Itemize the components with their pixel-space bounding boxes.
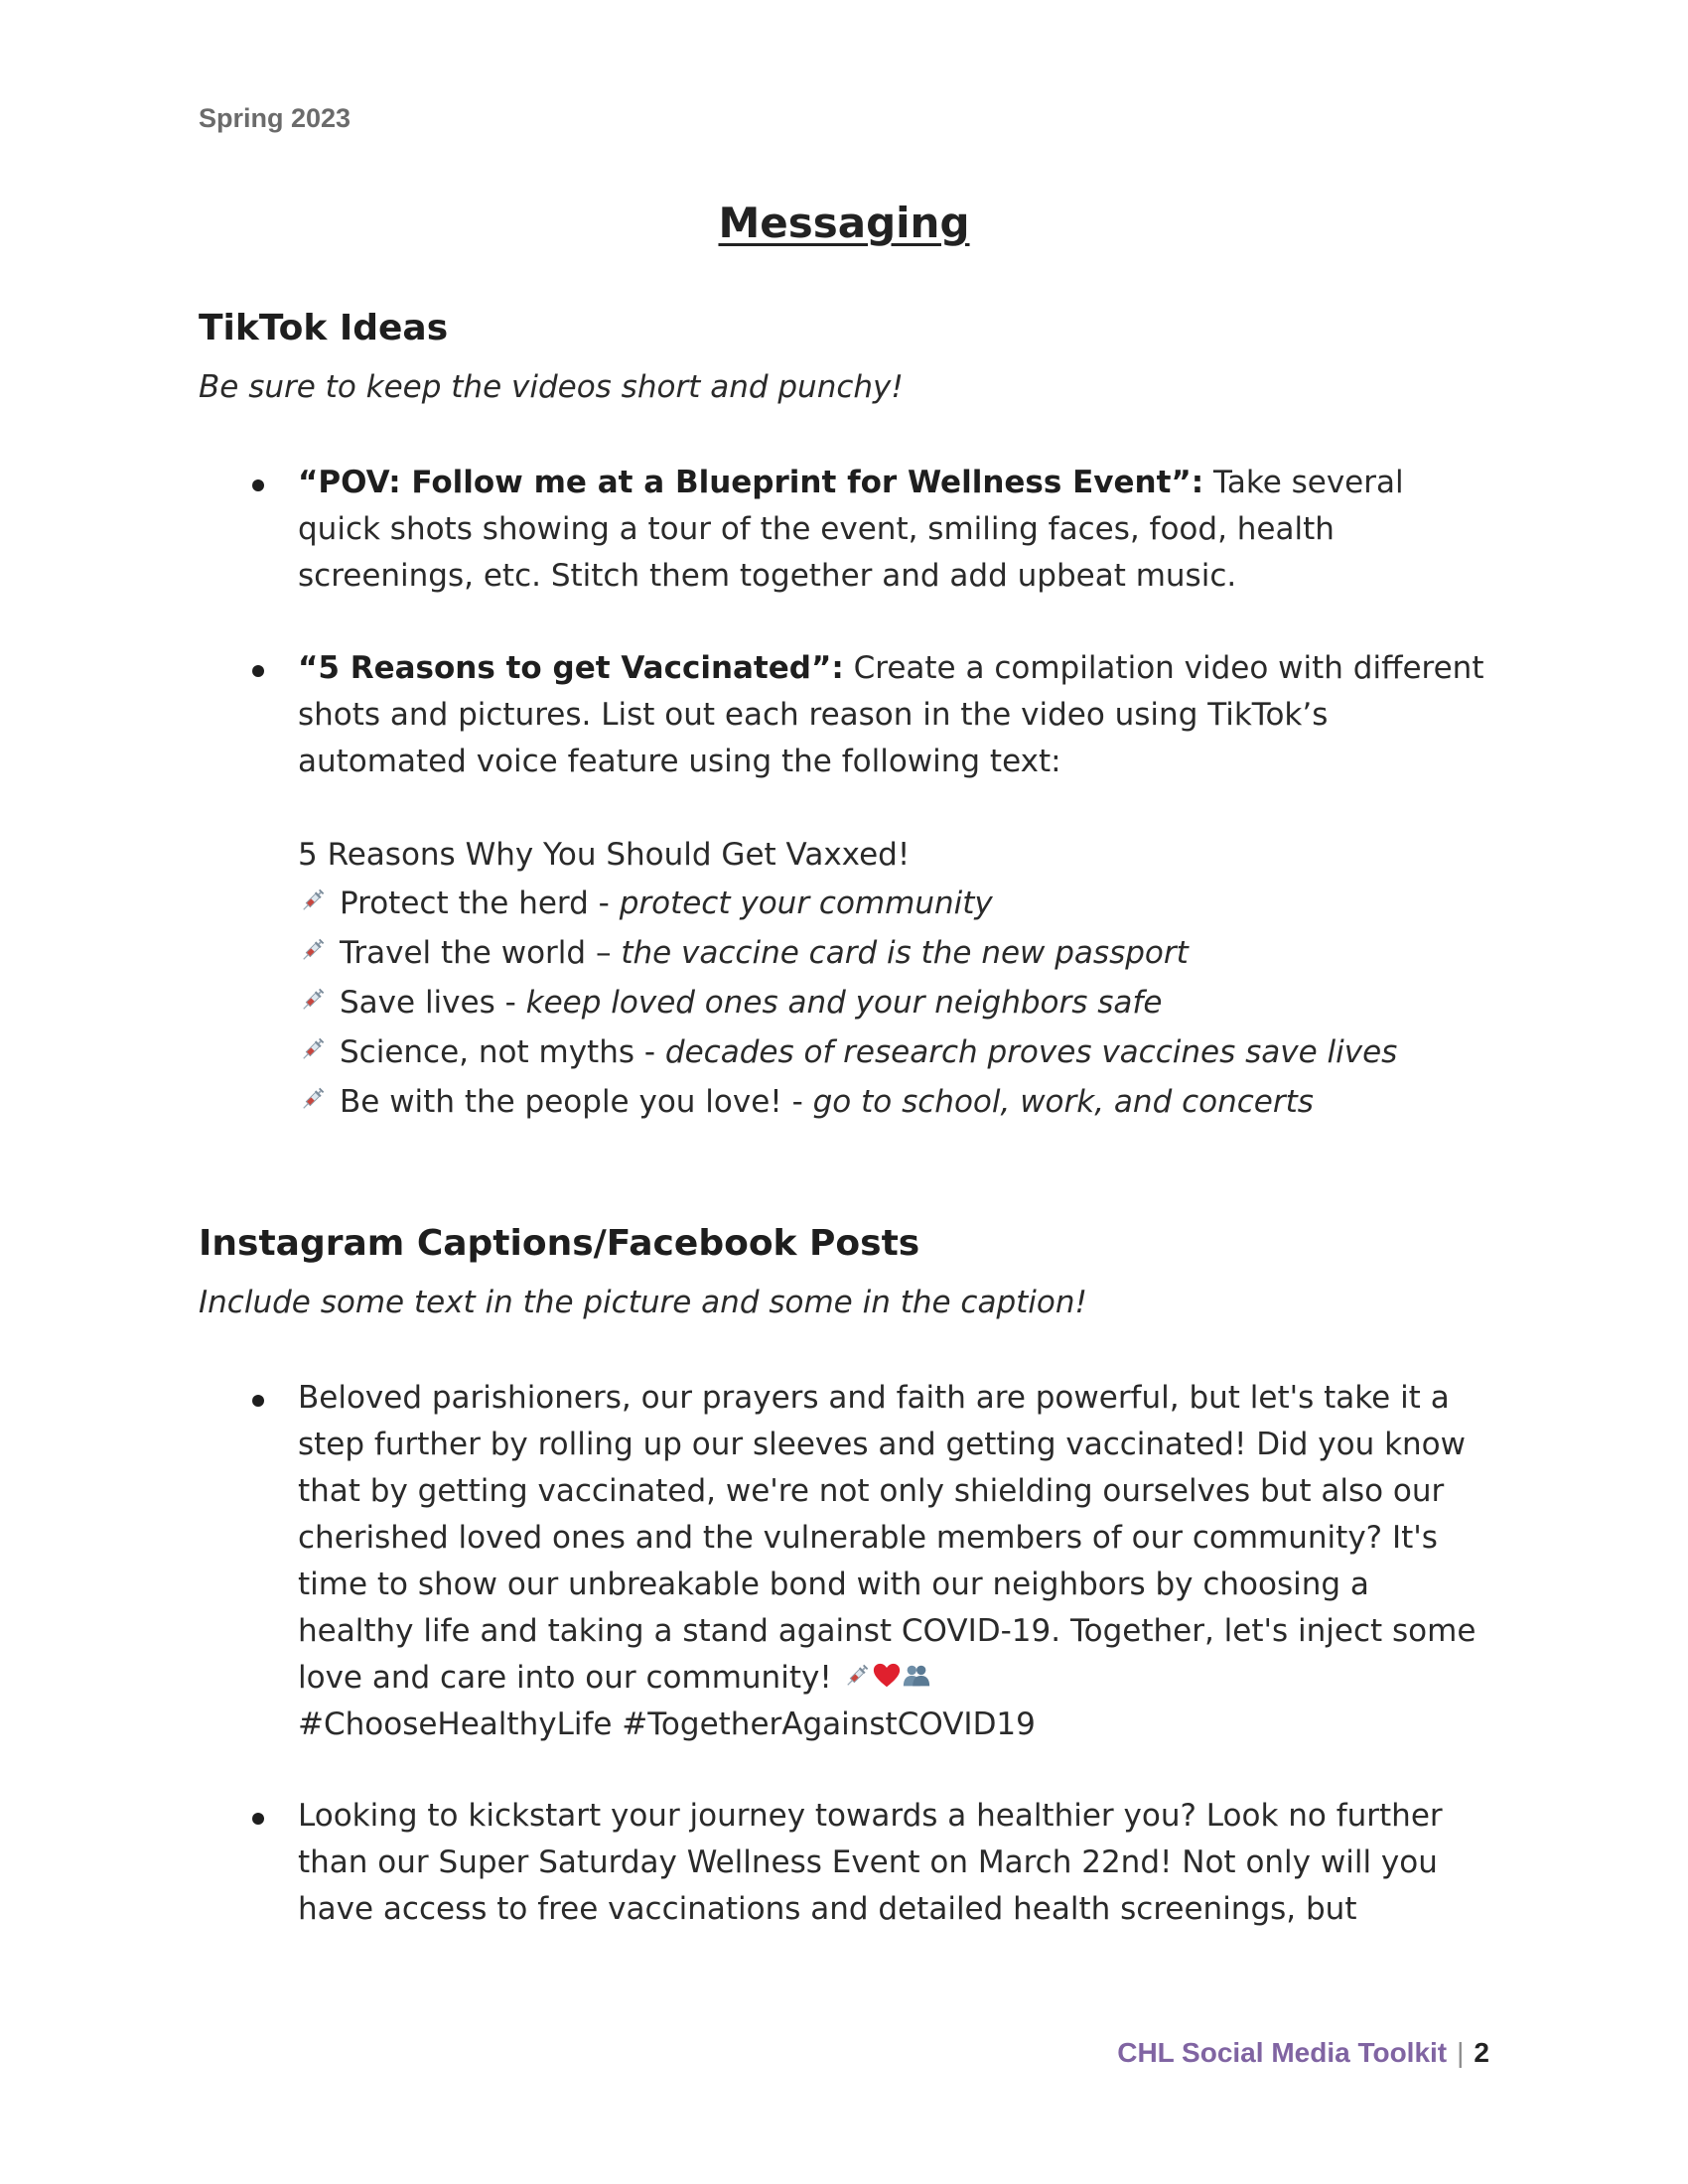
- tiktok-idea-text: Take several quick shots showing a tour of the event, smiling faces, food, health screenings, etc. Stitch them together and add upbeat music.: [298, 465, 1404, 594]
- bullet-icon: [252, 479, 264, 491]
- syringe-icon: [298, 935, 328, 965]
- footer-separator: |: [1457, 2037, 1465, 2068]
- instagram-subtitle: Include some text in the picture and some in the caption!: [199, 1285, 1087, 1320]
- reason-desc: protect your community: [619, 886, 993, 921]
- page-number: 2: [1474, 2037, 1489, 2068]
- bullet-icon: [252, 665, 264, 677]
- syringe-icon: [842, 1661, 872, 1691]
- reasons-list: [298, 832, 1489, 1127]
- caption-text: Beloved parishioners, our prayers and faith are powerful, but let's take it a step further by rolling up our sleeves and getting vaccinated! Did you know that by getting vaccinated, we're not only shielding ourselves but also our cherished loved ones and the vulnerable members of our community? It's time to show our unbreakable bond with our neighbors by choosing a healthy life and taking a stand against COVID-19. Together, let's inject some love and care into our community!: [298, 1380, 1477, 1696]
- tiktok-subtitle: Be sure to keep the videos short and punchy!: [199, 369, 904, 405]
- page-title: Messaging: [718, 199, 970, 247]
- tiktok-idea-title: “POV: Follow me at a Blueprint for Wellness Event”:: [298, 465, 1204, 500]
- instagram-list-2: [199, 1793, 1489, 1933]
- instagram-list: [199, 1375, 1489, 1748]
- syringe-icon: [298, 1084, 328, 1114]
- instagram-heading: Instagram Captions/Facebook Posts: [199, 1223, 920, 1264]
- reason-item: [298, 928, 1489, 978]
- syringe-icon: [298, 1034, 328, 1064]
- tiktok-idea-title: “5 Reasons to get Vaccinated”:: [298, 650, 844, 686]
- red-heart-icon: [872, 1661, 902, 1691]
- reason-label: Travel the world –: [340, 935, 622, 971]
- header-date: Spring 2023: [199, 103, 352, 133]
- reason-item: [298, 1077, 1489, 1127]
- reasons-intro: 5 Reasons Why You Should Get Vaxxed!: [298, 837, 911, 873]
- reason-desc: go to school, work, and concerts: [812, 1084, 1314, 1120]
- list-item: [199, 1793, 1489, 1933]
- reason-label: Science, not myths -: [340, 1034, 665, 1070]
- tiktok-list: [199, 460, 1489, 600]
- syringe-icon: [298, 886, 328, 915]
- tiktok-heading: TikTok Ideas: [199, 308, 449, 348]
- tiktok-idea-text: Create a compilation video with different shots and pictures. List out each reason in the video using TikTok’s automated voice feature using the following text:: [298, 650, 1484, 779]
- bullet-icon: [252, 1813, 264, 1825]
- reason-label: Be with the people you love! -: [340, 1084, 813, 1120]
- footer-label: CHL Social Media Toolkit: [1117, 2037, 1448, 2068]
- list-item: [199, 645, 1489, 785]
- caption-hashtags: #ChooseHealthyLife #TogetherAgainstCOVID19: [298, 1706, 1036, 1742]
- syringe-icon: [298, 985, 328, 1015]
- list-item: [199, 1375, 1489, 1748]
- reason-item: [298, 1027, 1489, 1077]
- reason-desc: keep loved ones and your neighbors safe: [525, 985, 1163, 1021]
- bullet-icon: [252, 1395, 264, 1407]
- footer: [1117, 2037, 1489, 2069]
- people-icon: [902, 1661, 931, 1691]
- reason-label: Save lives -: [340, 985, 526, 1021]
- list-item: [199, 460, 1489, 600]
- reason-item: [298, 879, 1489, 928]
- tiktok-list-2: [199, 645, 1489, 785]
- caption-text: Looking to kickstart your journey towards a healthier you? Look no further than our Super Saturday Wellness Event on March 22nd! Not only will you have access to free vaccinations and detailed health screenings, but: [298, 1798, 1443, 1927]
- reason-label: Protect the herd -: [340, 886, 620, 921]
- reason-item: [298, 978, 1489, 1027]
- reason-desc: the vaccine card is the new passport: [621, 935, 1189, 971]
- reason-desc: decades of research proves vaccines save lives: [664, 1034, 1398, 1070]
